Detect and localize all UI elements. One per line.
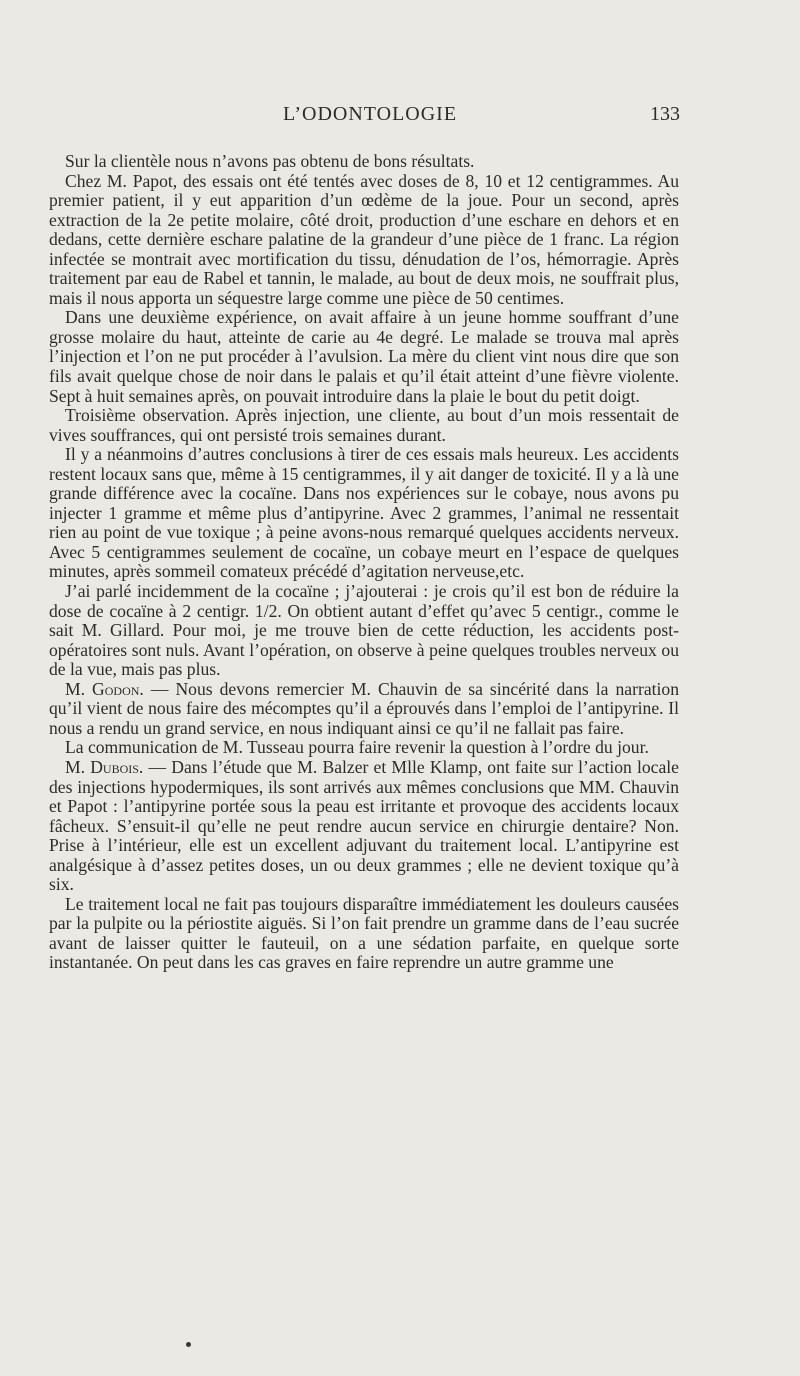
- page-number: 133: [650, 103, 680, 125]
- paragraph-text: Sur la clientèle nous n’avons pas obtenu de bons résultats.: [65, 151, 475, 171]
- paragraph: [49, 738, 679, 758]
- paragraph-text: — Nous devons remercier M. Chauvin de sa sincérité dans la narration qu’il vient de nous faire des mécomptes qu’il a éprouvés dans l’emploi de l’antipyrine. Il nous a rendu un grand service, en nous indiquant ainsi ce qu’il ne fallait pas faire.: [49, 678, 680, 738]
- paragraph: [49, 582, 679, 680]
- body-text: [49, 152, 679, 973]
- paragraph-text: J’ai parlé incidemment de la cocaïne ; j’ajouterai : je crois qu’il est bon de réduire la dose de cocaïne à 2 centigr. 1/2. On obtient autant d’effet qu’avec 5 centigr., comme le sait M. Gillard. Pour moi, je me trouve bien de cette réduction, les accidents post-opératoires sont nuls. Avant l’opération, on observe à peine quelques troubles nerveux ou de la vue, mais pas plus.: [49, 581, 679, 680]
- paragraph-text: La communication de M. Tusseau pourra faire revenir la question à l’ordre du jour.: [65, 737, 649, 758]
- paragraph: [49, 308, 679, 406]
- paragraph-text: Troisième observation. Après injection, une cliente, au bout d’un mois ressentait de vives souffrances, qui ont persisté trois semaines durant.: [49, 405, 679, 445]
- paragraph-text: Le traitement local ne fait pas toujours disparaître immédiatement les douleurs causées par la pulpite ou la périostite aiguës. Si l’on fait prendre un gramme dans de l’eau sucrée avant de laisser quitter le fauteuil, on a une sédation parfaite, en quelque sorte instantanée. On peut dans les cas graves en faire reprendre un autre gramme une: [49, 893, 679, 973]
- paragraph: [49, 152, 679, 172]
- page-header: [60, 103, 680, 129]
- paragraph-text: Chez M. Papot, des essais ont été tentés avec doses de 8, 10 et 12 centigrammes. Au premier patient, il y eut apparition d’un œdème de la joue. Pour un second, après extraction de la 2e petite molaire, côté droit, production d’une eschare en dehors et en dedans, cette dernière eschare palatine de la grandeur d’une pièce de 1 franc. La région infectée se montrait avec mortification du tissu, dénudation de l’os, hémorragie. Après traitement par eau de Rabel et tannin, le malade, au bout de deux mois, ne souffrait plus, mais il nous apporta un séquestre large comme une pièce de 50 centimes.: [49, 170, 679, 308]
- speaker-name: M. Dubois.: [65, 756, 144, 777]
- paragraph: [49, 406, 679, 445]
- footer-dot: [186, 1342, 191, 1347]
- paragraph-text: Dans une deuxième expérience, on avait affaire à un jeune homme souffrant d’une grosse molaire du haut, atteinte de carie au 4e degré. Le malade se trouva mal après l’injection et l’on ne put procéder à l’avulsion. La mère du client vint nous dire que son fils avait quelque chose de noir dans le palais et qu’il était atteint d’une fièvre violente. Sept à huit semaines après, on pouvait introduire dans la plaie le bout du petit doigt.: [49, 307, 679, 406]
- paragraph: [49, 172, 679, 309]
- paragraph: [49, 895, 679, 973]
- paragraph: [49, 758, 679, 895]
- speaker-name: M. Godon.: [65, 678, 144, 699]
- paragraph: [49, 680, 679, 739]
- paragraph: [49, 445, 679, 582]
- running-title: L’ODONTOLOGIE: [282, 103, 458, 125]
- paragraph-text: Il y a néanmoins d’autres conclusions à tirer de ces essais mals heureux. Les accidents restent locaux sans que, même à 15 centigrammes, il y ait danger de toxicité. Il y a là une grande différence avec la cocaïne. Dans nos expériences sur le cobaye, nous avons pu injecter 1 gramme et même plus d’antipyrine. Avec 2 grammes, l’animal ne ressentait rien au point de vue toxique ; à peine avons-nous remarqué quelques accidents nerveux. Avec 5 centigrammes seulement de cocaïne, un cobaye meurt en l’espace de quelques minutes, après sommeil comateux précédé d’agitation nerveuse,etc.: [49, 444, 679, 582]
- paragraph-text: — Dans l’étude que M. Balzer et Mlle Klamp, ont faite sur l’action locale des injections hypodermiques, ils sont arrivés aux mêmes conclusions que MM. Chauvin et Papot : l’antipyrine portée sous la peau est irritante et provoque des accidents locaux fâcheux. S’ensuit-il qu’elle ne peut rendre aucun service en chirurgie dentaire? Non. Prise à l’intérieur, elle est un excellent adjuvant du traitement local. L’antipyrine est analgésique à d’assez petites doses, un ou deux grammes ; elle ne devient toxique qu’à six.: [49, 756, 679, 895]
